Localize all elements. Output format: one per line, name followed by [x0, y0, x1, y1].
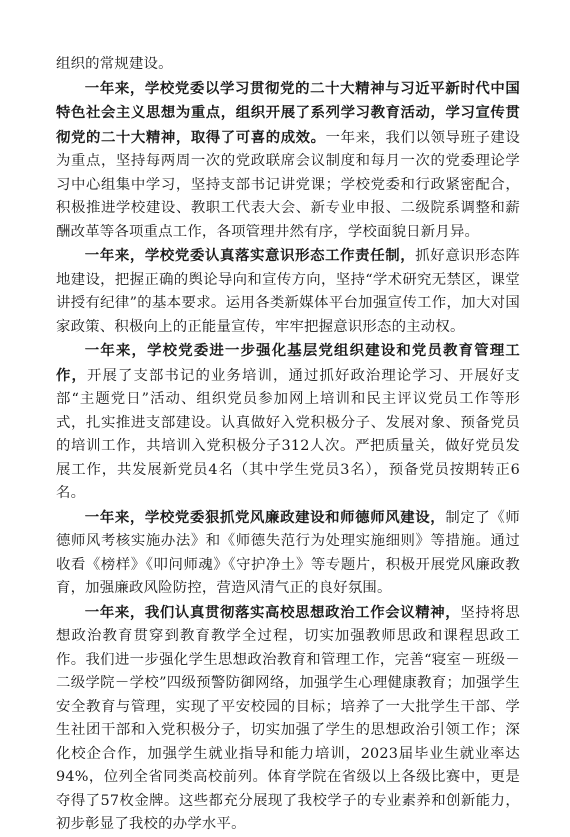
paragraph-5-text: 制定了《师德师风考核实施办法》和《师德失范行为处理实施细则》等措施。通过收看《榜样》《叩问师魂》《守护净土》等专题片，积极开展党风廉政教育，加强廉政风险防控，营造风清气正的良好氛围。 [56, 509, 520, 596]
paragraph-integrity-ethics [56, 506, 520, 601]
document-page [56, 52, 520, 837]
paragraph-3-lead: 一年来，学校党委认真落实意识形态工作责任制， [84, 247, 416, 264]
paragraph-2-lead: 一年来，学校党委以学习贯彻党的二十大精神与习近平新时代中国特色社会主义思想为重点，组织开展了系列学习教育活动，学习宣传贯彻党的二十大精神，取得了可喜的成效。 [56, 79, 520, 146]
paragraph-study-education [56, 77, 520, 245]
paragraph-4-lead: 一年来，学校党委进一步强化基层党组织建设和党员教育管理工作， [56, 342, 520, 384]
paragraph-6-text: 坚持将思想政治教育贯穿到教育教学全过程，切实加强教师思政和课程思政工作。我们进一步强化学生思想政治教育和管理工作，完善“寝室－班级－二级学院－学校”四级预警防御网络，加强学生心理健康教育；加强学生安全教育与管理，实现了平安校园的目标；培养了一大批学生干部、学生社团干部和入党积极分子，切实加强了学生的思想政治引领工作；深化校企合作，加强学生就业指导和能力培训，2023届毕业生就业率达94%，位列全省同类高校前列。体育学院在省级以上各级比赛中，更是夺得了57枚金牌。这些都充分展现了我校学子的专业素养和创新能力，初步彰显了我校的办学水平。 [56, 604, 520, 832]
paragraph-2-text: 一年来，我们以领导班子建设为重点，坚持每两周一次的党政联席会议制度和每月一次的党委理论学习中心组集中学习，坚持支部书记讲党课；学校党委和行政紧密配合，积极推进学校建设、教职工代表大会、新专业申报、二级院系调整和薪酬改革等各项重点工作，各项管理井然有序，学校面貌日新月异。 [56, 129, 520, 240]
paragraph-5-lead: 一年来，学校党委狠抓党风廉政建设和师德师风建设， [84, 508, 446, 526]
paragraph-party-organization [56, 339, 520, 506]
paragraph-continuation [56, 52, 520, 77]
paragraph-3-text: 抓好意识形态阵地建设，把握正确的舆论导向和宣传方向，坚持“学术研究无禁区，课堂讲授有纪律”的基本要求。运用各类新媒体平台加强宣传工作，加大对国家政策、积极向上的正能量宣传，牢牢把握意识形态的主动权。 [56, 248, 521, 335]
paragraph-political-work [56, 601, 520, 837]
paragraph-6-lead: 一年来，我们认真贯彻落实高校思想政治工作会议精神， [84, 603, 461, 621]
paragraph-1-text: 组织的常规建设。 [56, 56, 173, 72]
paragraph-4-text: 开展了支部书记的业务培训，通过抓好政治理论学习、开展好支部“主题党日”活动、组织党员参加网上培训和民主评议党员工作等形式，扎实推进支部建设。认真做好入党积极分子、发展对象、预备党员的培训工作，共培训入党积极分子312人次。严把质量关，做好党员发展工作，共发展新党员4名（其中学生党员3名），预备党员按期转正6名。 [56, 367, 520, 501]
paragraph-ideology-work [56, 244, 520, 339]
